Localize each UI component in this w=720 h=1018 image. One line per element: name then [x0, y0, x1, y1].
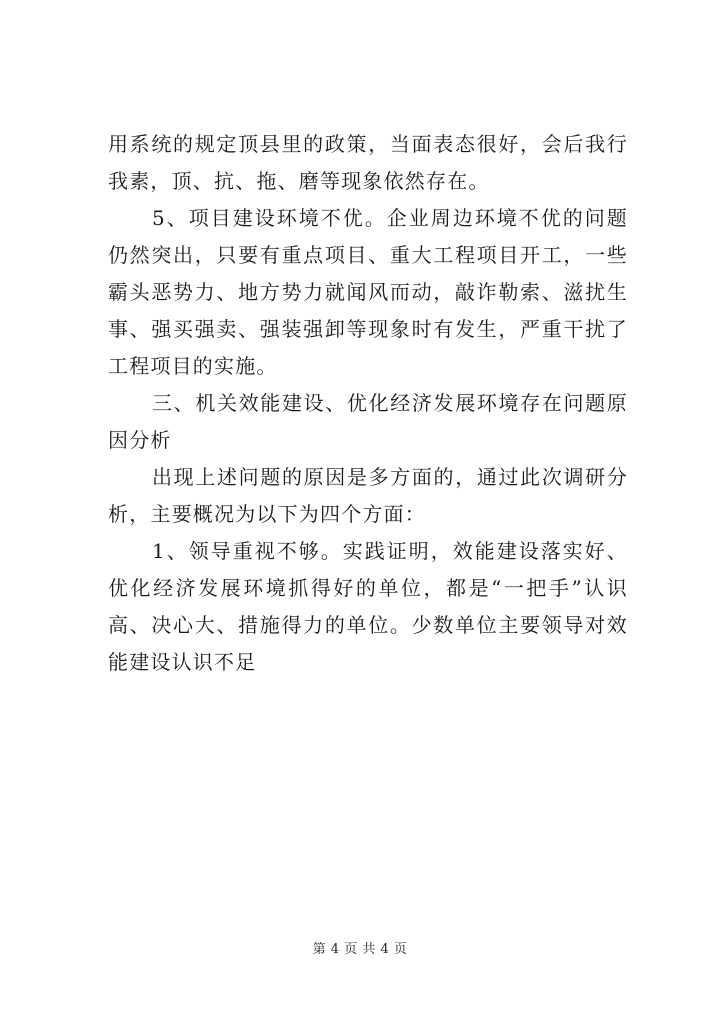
paragraph-item-1: 1、领导重视不够。实践证明，效能建设落实好、优化经济发展环境抓得好的单位，都是“一把手”认识高、决心大、措施得力的单位。少数单位主要领导对效能建设认识不足 [108, 539, 628, 674]
section-heading-3: 三、机关效能建设、优化经济发展环境存在问题原因分析 [108, 391, 628, 452]
document-body [108, 126, 628, 681]
paragraph-continuation: 用系统的规定顶县里的政策，当面表态很好，会后我行我素，顶、抗、拖、磨等现象依然存在。 [108, 132, 628, 193]
paragraph-item-5: 5、项目建设环境不优。企业周边环境不优的问题仍然突出，只要有重点项目、重大工程项目开工，一些霸头恶势力、地方势力就闻风而动，敲诈勒索、滋扰生事、强买强卖、强装强卸等现象时有发生，严重干扰了工程项目的实施。 [108, 206, 628, 378]
paragraph-causes-intro: 出现上述问题的原因是多方面的，通过此次调研分析，主要概况为以下为四个方面： [108, 465, 628, 526]
page-number-footer: 第 4 页 共 4 页 [312, 942, 408, 957]
